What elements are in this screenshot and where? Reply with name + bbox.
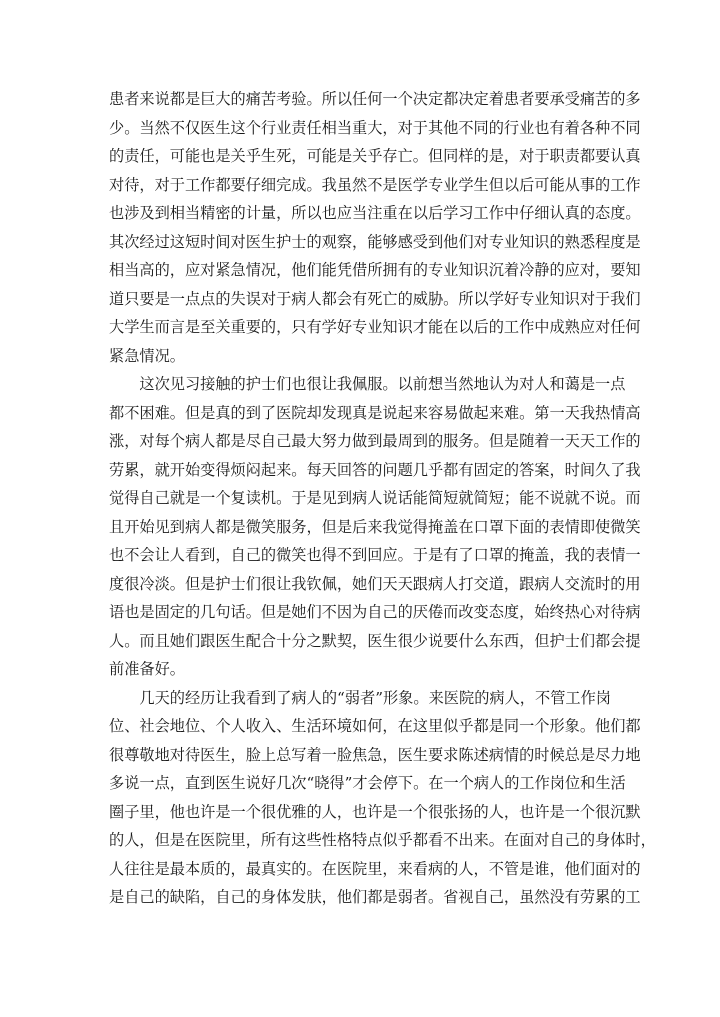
text-line: 对待，对于工作都要仔细完成。我虽然不是医学专业学生但以后可能从事的工作: [109, 175, 641, 194]
text-line: 劳累，就开始变得烦闷起来。每天回答的问题几乎都有固定的答案，时间久了我: [109, 460, 641, 479]
text-line: 也涉及到相当精密的计量，所以也应当注重在以后学习工作中仔细认真的态度。: [109, 204, 641, 222]
text-line: 也不会让人看到，自己的微笑也得不到回应。于是有了口罩的掩盖，我的表情一: [109, 546, 641, 564]
text-line: 紧急情况。: [109, 346, 185, 365]
text-line: 人。而且她们跟医生配合十分之默契，医生很少说要什么东西，但护士们都会提: [109, 631, 641, 650]
text-line: 且开始见到病人都是微笑服务，但是后来我觉得掩盖在口罩下面的表情即使微笑: [109, 517, 641, 536]
text-line: 觉得自己就是一个复读机。于是见到病人说话能简短就简短；能不说就不说。而: [109, 489, 641, 507]
text-line: 少。当然不仅医生这个行业责任相当重大，对于其他不同的行业也有着各种不同: [109, 118, 641, 137]
text-line: 前准备好。: [109, 660, 185, 678]
text-line: 是自己的缺陷，自己的身体发肤，他们都是弱者。省视自己，虽然没有劳累的工: [109, 888, 641, 906]
text-line: 度很冷淡。但是护士们很让我钦佩，她们天天跟病人打交道，跟病人交流时的用: [109, 574, 641, 593]
paragraph: [109, 684, 656, 912]
text-line: 都不困难。但是真的到了医院却发现真是说起来容易做起来难。第一天我热情高: [109, 403, 641, 422]
text-line: 的责任，可能也是关乎生死，可能是关乎存亡。但同样的是，对于职责都要认真: [109, 147, 641, 165]
text-line: 很尊敬地对待医生，脸上总写着一脸焦急，医生要求陈述病情的时候总是尽力地: [109, 745, 641, 764]
text-line: 大学生而言是至关重要的，只有学好专业知识才能在以后的工作中成熟应对任何: [109, 318, 641, 336]
paragraph: [109, 85, 641, 370]
text-line: 圈子里，他也许是一个很优雅的人，也许是一个很张扬的人，也许是一个很沉默: [109, 802, 641, 821]
text-line: 这次见习接触的护士们也很让我佩服。以前想当然地认为对人和蔼是一点: [109, 375, 626, 393]
text-line: 患者来说都是巨大的痛苦考验。所以任何一个决定都决定着患者要承受痛苦的多: [109, 90, 641, 108]
document-body: [109, 85, 656, 912]
text-line: 位、社会地位、个人收入、生活环境如何，在这里似乎都是同一个形象。他们都: [109, 717, 641, 735]
text-line: 几天的经历让我看到了病人的“弱者”形象。来医院的病人，不管工作岗: [109, 688, 611, 707]
text-line: 涨，对每个病人都是尽自己最大努力做到最周到的服务。但是随着一天天工作的: [109, 432, 641, 450]
paragraph: [109, 370, 641, 684]
text-line: 道只要是一点点的失误对于病人都会有死亡的威胁。所以学好专业知识对于我们: [109, 289, 641, 308]
text-line: 其次经过这短时间对医生护士的观察，能够感受到他们对专业知识的熟悉程度是: [109, 232, 641, 251]
text-line: 的人，但是在医院里，所有这些性格特点似乎都看不出来。在面对自己的身体时，: [109, 831, 656, 849]
text-line: 人往往是最本质的，最真实的。在医院里，来看病的人，不管是谁，他们面对的: [109, 859, 641, 878]
text-line: 多说一点，直到医生说好几次“晓得”才会停下。在一个病人的工作岗位和生活: [109, 774, 626, 792]
text-line: 相当高的，应对紧急情况，他们能凭借所拥有的专业知识沉着冷静的应对，要知: [109, 261, 641, 279]
text-line: 语也是固定的几句话。但是她们不因为自己的厌倦而改变态度，始终热心对待病: [109, 603, 641, 621]
